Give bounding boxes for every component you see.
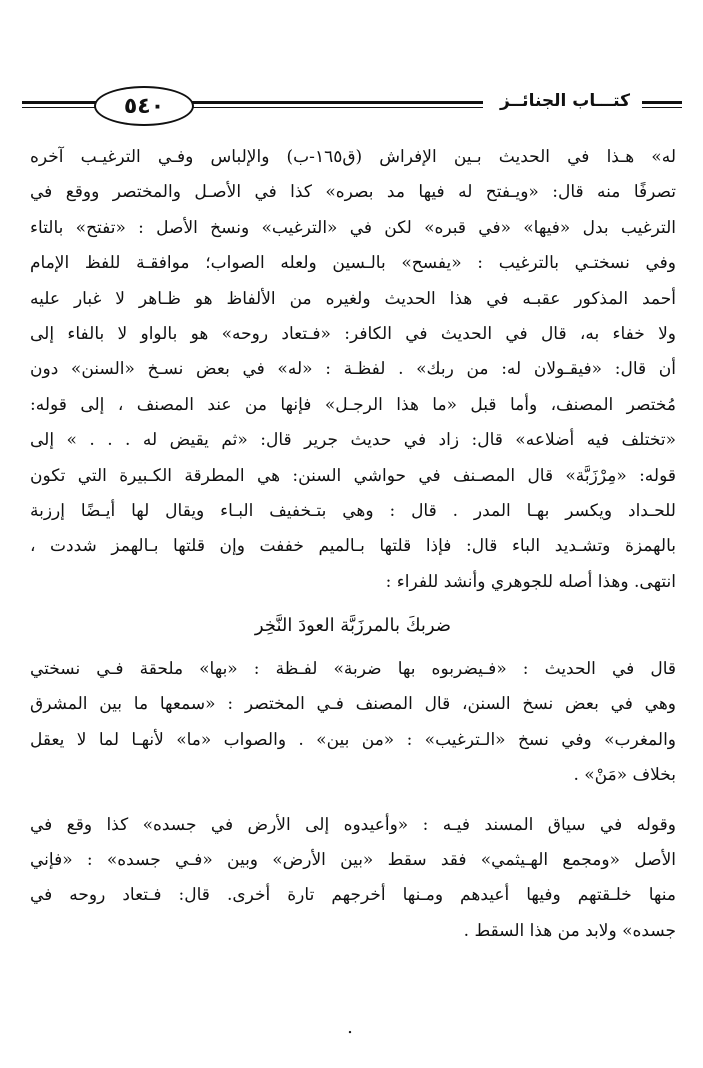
text-line: منها خلـقتهم وفيها أعيدهم ومـنها أخرجهم تارة أخرى. قال: فـتعاد روحه في bbox=[30, 885, 676, 906]
text-line: جسده» ولابد من هذا السقط . bbox=[463, 920, 676, 941]
text-line: للحـداد ويكسر بهـا المدر . قال : وهي بتـخفيف البـاء ويقال لها أيـضًا إرزبة bbox=[30, 500, 676, 521]
page-header bbox=[22, 84, 682, 130]
text-line: بخلاف «مَنْ» . bbox=[573, 765, 676, 786]
text-line: والمغرب» وفي نسخ «الـترغيب» : «من بين» . والصواب «ما» لأنهـا لما لا يعقل bbox=[30, 729, 676, 750]
text-line: مُختصر المصنف، وأما قبل «ما هذا الرجـل» فإنها من عند المصنف ، إلى قوله: bbox=[30, 394, 676, 415]
text-line: قوله: «مِرْزَبَّة» قال المصـنف في حواشي السنن: هي المطرقة الكـبيرة التي تكون bbox=[30, 465, 676, 486]
paragraph-3 bbox=[30, 808, 676, 950]
text-line: وهي في بعض نسخ السنن، قال المصنف فـي المختصر : «سمعها ما بين المشرق bbox=[30, 694, 676, 715]
text-line: وفي نسختـي بالترغيب : «يفسح» بالـسين ولعله الصواب؛ موافقـة للفظ الإمام bbox=[30, 253, 676, 274]
text-line: تصرفًا منه قال: «ويـفتح له فيها مد بصره» كذا في الأصـل والمختصر ووقع في bbox=[30, 182, 676, 203]
paragraph-2 bbox=[30, 652, 676, 794]
book-title: كتـــاب الجنائــز bbox=[499, 91, 630, 111]
header-rule-middle bbox=[187, 101, 483, 108]
text-line: الترغيب بدل «فيها» «في قبره» لكن في «الترغيب» ونسخ الأصل : «تفتح» بالتاء bbox=[30, 217, 676, 238]
text-line: له» هـذا في الحديث بـين الإفراش (ق١٦٥-ب) والإلباس وفـي الترغيـب آخره bbox=[30, 147, 676, 167]
footer-mark: . bbox=[347, 1017, 353, 1038]
text-line: وقوله في سياق المسند فيـه : «وأعيدوه إلى الأرض في جسده» كذا وقع في bbox=[30, 814, 676, 835]
text-line: بالهمزة وتشـديد الباء قال: فإذا قلتها بـالميم خففت وإن قلتها بـالهمز شددت ، bbox=[30, 536, 676, 557]
page-body bbox=[30, 140, 676, 949]
text-line: ولا خفاء به، قال في الحديث في الكافر: «فـتعاد روحه» هو بالواو لا بالفاء إلى bbox=[30, 323, 676, 344]
header-rule-right bbox=[642, 101, 682, 108]
header-rule-left bbox=[22, 101, 102, 108]
text-line: قال في الحديث : «فـيضربوه بها ضربة» لفـظة : «بها» ملحقة فـي نسختي bbox=[30, 659, 676, 680]
page-number: ٥٤٠ bbox=[94, 86, 194, 126]
text-line: انتهى. وهذا أصله للجوهري وأنشد للفراء : bbox=[385, 571, 676, 592]
paragraph-1 bbox=[30, 140, 676, 600]
text-line: «تختلف فيه أضلاعه» قال: زاد في حديث جرير قال: «ثم يقيض له . . . » إلى bbox=[30, 430, 676, 451]
text-line: الأصل «ومجمع الهـيثمي» فقد سقط «بين الأرض» وبين «فـي جسده» : «فإني bbox=[30, 850, 676, 871]
text-line: أن قال: «فيقـولان له: من ربك» . لفظـة : «له» في بعض نسـخ «السنن» دون bbox=[30, 359, 676, 380]
text-line: أحمد المذكور عقبـه في هذا الحديث ولغيره من الألفاظ هو ظـاهر لا غبار عليه bbox=[30, 288, 676, 309]
poetry-verse: ضربكَ بالمرزَبَّة العودَ النَّخِر bbox=[254, 615, 452, 637]
